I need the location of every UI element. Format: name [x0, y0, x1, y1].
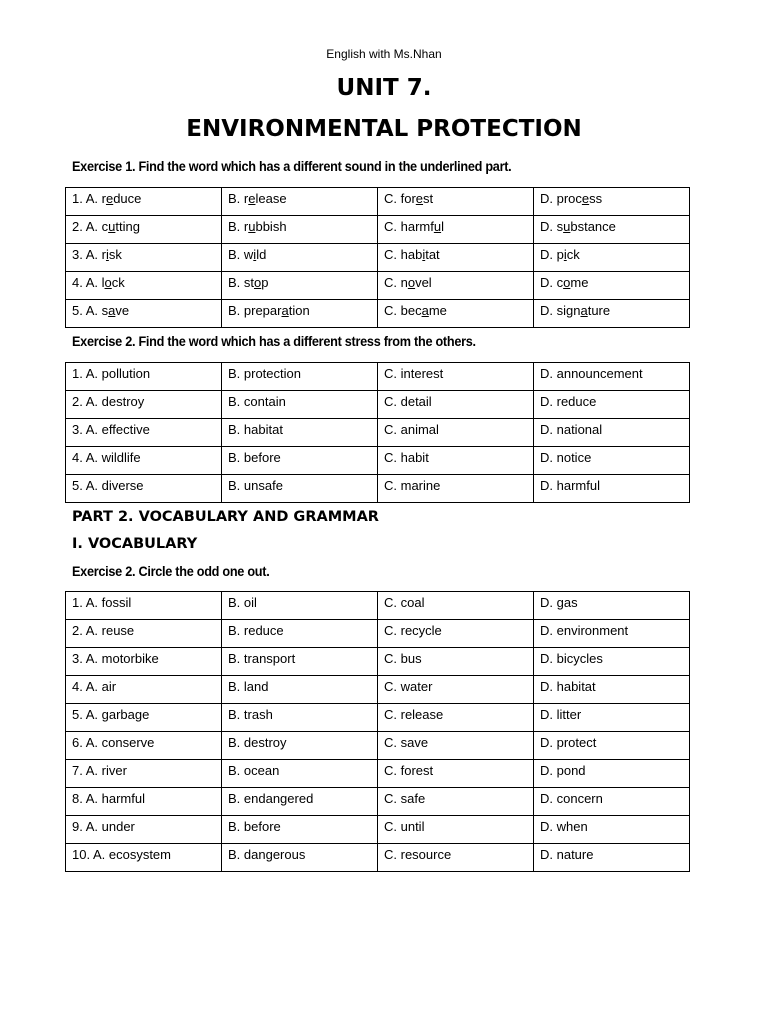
answer-option-cell: B. land	[222, 676, 378, 704]
underlined-part: o	[407, 275, 416, 290]
word-part: duce	[113, 191, 142, 206]
answer-option-cell: C. bus	[378, 648, 534, 676]
answer-option-cell	[378, 300, 534, 328]
table-row	[66, 244, 690, 272]
table-row	[66, 760, 690, 788]
answer-option-cell: D. bicycles	[534, 648, 690, 676]
answer-option-cell	[66, 244, 222, 272]
table-row	[66, 592, 690, 620]
word-part: C. n	[384, 275, 408, 290]
answer-option-cell: C. release	[378, 704, 534, 732]
table-row	[66, 272, 690, 300]
word-part: B. w	[228, 247, 254, 262]
answer-option-cell	[66, 216, 222, 244]
answer-option-cell: D. national	[534, 419, 690, 447]
answer-option-cell	[222, 188, 378, 216]
answer-option-cell: 3. A. effective	[66, 419, 222, 447]
answer-option-cell: D. concern	[534, 788, 690, 816]
table-row	[66, 732, 690, 760]
answer-option-cell	[66, 188, 222, 216]
answer-option-cell: B. reduce	[222, 620, 378, 648]
answer-option-cell: C. detail	[378, 391, 534, 419]
header-note: English with Ms.Nhan	[326, 47, 442, 61]
underlined-part: i	[253, 247, 257, 262]
word-part: ck	[566, 247, 580, 262]
answer-option-cell: B. habitat	[222, 419, 378, 447]
table-row	[66, 300, 690, 328]
answer-option-cell: 4. A. air	[66, 676, 222, 704]
word-part: bstance	[570, 219, 616, 234]
answer-option-cell	[378, 216, 534, 244]
word-part: B. r	[228, 191, 249, 206]
answer-option-cell: B. protection	[222, 363, 378, 391]
underlined-part: o	[563, 275, 571, 290]
answer-option-cell: C. water	[378, 676, 534, 704]
underlined-part: u	[248, 219, 256, 234]
answer-option-cell: D. protect	[534, 732, 690, 760]
unit-title: UNIT 7.	[336, 75, 432, 101]
word-part: ck	[111, 275, 125, 290]
answer-option-cell: D. environment	[534, 620, 690, 648]
underlined-part: u	[563, 219, 571, 234]
answer-option-cell: C. coal	[378, 592, 534, 620]
underlined-part: o	[254, 275, 262, 290]
word-part: 4. A. l	[72, 275, 105, 290]
answer-option-cell: D. pond	[534, 760, 690, 788]
underlined-part: e	[105, 191, 114, 206]
word-part: bbish	[255, 219, 287, 234]
answer-option-cell: 1. A. pollution	[66, 363, 222, 391]
word-part: me	[570, 275, 589, 290]
word-part: ve	[115, 303, 130, 318]
answer-option-cell: B. ocean	[222, 760, 378, 788]
answer-option-cell: D. litter	[534, 704, 690, 732]
table-row	[66, 447, 690, 475]
answer-option-cell: 7. A. river	[66, 760, 222, 788]
word-part: B. st	[228, 275, 255, 290]
word-part: tion	[288, 303, 310, 318]
word-part: ss	[589, 191, 603, 206]
underlined-part: i	[563, 247, 567, 262]
exercise2-heading: Exercise 2. Find the word which has a different stress from the others.	[72, 334, 476, 349]
part2-heading: PART 2. VOCABULARY AND GRAMMAR	[72, 509, 379, 525]
answer-option-cell	[534, 188, 690, 216]
word-part: C. for	[384, 191, 416, 206]
table-row	[66, 475, 690, 503]
exercise3-heading: Exercise 2. Circle the odd one out.	[72, 564, 270, 579]
answer-option-cell: D. notice	[534, 447, 690, 475]
word-part: me	[428, 303, 447, 318]
word-part: lease	[255, 191, 287, 206]
word-part: D. c	[540, 275, 564, 290]
underlined-part: a	[421, 303, 429, 318]
answer-option-cell	[66, 272, 222, 300]
word-part: ld	[256, 247, 267, 262]
answer-option-cell: 10. A. ecosystem	[66, 844, 222, 872]
answer-option-cell: B. unsafe	[222, 475, 378, 503]
word-part: C. bec	[384, 303, 422, 318]
answer-option-cell: 5. A. diverse	[66, 475, 222, 503]
underlined-part: i	[105, 247, 109, 262]
table-row	[66, 704, 690, 732]
answer-option-cell: B. before	[222, 447, 378, 475]
answer-option-cell	[222, 300, 378, 328]
word-part: l	[441, 219, 444, 234]
answer-option-cell	[378, 244, 534, 272]
exercise1-heading: Exercise 1. Find the word which has a different sound in the underlined part.	[72, 159, 512, 174]
answer-option-cell: C. recycle	[378, 620, 534, 648]
answer-option-cell	[534, 244, 690, 272]
answer-option-cell	[378, 188, 534, 216]
answer-option-cell	[222, 272, 378, 300]
underlined-part: a	[580, 303, 588, 318]
underlined-part: o	[104, 275, 112, 290]
answer-option-cell: B. before	[222, 816, 378, 844]
answer-option-cell: B. destroy	[222, 732, 378, 760]
answer-option-cell: C. forest	[378, 760, 534, 788]
answer-option-cell: C. safe	[378, 788, 534, 816]
table-row	[66, 844, 690, 872]
word-part: ture	[587, 303, 611, 318]
answer-option-cell: 3. A. motorbike	[66, 648, 222, 676]
answer-option-cell: 2. A. reuse	[66, 620, 222, 648]
answer-option-cell: D. harmful	[534, 475, 690, 503]
answer-option-cell: B. dangerous	[222, 844, 378, 872]
answer-option-cell: 1. A. fossil	[66, 592, 222, 620]
underlined-part: i	[422, 247, 426, 262]
answer-option-cell: C. save	[378, 732, 534, 760]
underlined-part: a	[108, 303, 116, 318]
answer-option-cell: C. animal	[378, 419, 534, 447]
answer-option-cell	[222, 216, 378, 244]
answer-option-cell: D. when	[534, 816, 690, 844]
word-part: D. proc	[540, 191, 582, 206]
word-part: B. prepar	[228, 303, 282, 318]
unit-subtitle: ENVIRONMENTAL PROTECTION	[186, 116, 582, 142]
answer-option-cell: D. nature	[534, 844, 690, 872]
word-part: 2. A. c	[72, 219, 109, 234]
word-part: sk	[108, 247, 122, 262]
word-part: tat	[425, 247, 440, 262]
underlined-part: e	[581, 191, 590, 206]
answer-option-cell: D. habitat	[534, 676, 690, 704]
answer-option-cell: B. transport	[222, 648, 378, 676]
answer-option-cell	[222, 244, 378, 272]
answer-option-cell: 2. A. destroy	[66, 391, 222, 419]
underlined-part: e	[415, 191, 424, 206]
word-part: D. s	[540, 219, 564, 234]
answer-option-cell: C. resource	[378, 844, 534, 872]
word-part: C. harmf	[384, 219, 434, 234]
exercise3-table	[65, 591, 690, 872]
word-part: 3. A. r	[72, 247, 106, 262]
answer-option-cell	[378, 272, 534, 300]
answer-option-cell: B. trash	[222, 704, 378, 732]
word-part: D. sign	[540, 303, 581, 318]
word-part: D. p	[540, 247, 564, 262]
answer-option-cell: D. reduce	[534, 391, 690, 419]
answer-option-cell: 4. A. wildlife	[66, 447, 222, 475]
answer-option-cell	[534, 300, 690, 328]
answer-option-cell: B. endangered	[222, 788, 378, 816]
table-row	[66, 188, 690, 216]
answer-option-cell	[534, 216, 690, 244]
answer-option-cell	[534, 272, 690, 300]
answer-option-cell: C. habit	[378, 447, 534, 475]
word-part: vel	[415, 275, 432, 290]
answer-option-cell: 6. A. conserve	[66, 732, 222, 760]
answer-option-cell: C. marine	[378, 475, 534, 503]
answer-option-cell: C. until	[378, 816, 534, 844]
word-part: p	[261, 275, 269, 290]
word-part: 5. A. s	[72, 303, 109, 318]
answer-option-cell: 8. A. harmful	[66, 788, 222, 816]
table-row	[66, 676, 690, 704]
word-part: B. r	[228, 219, 249, 234]
answer-option-cell: B. contain	[222, 391, 378, 419]
table-row	[66, 648, 690, 676]
table-row	[66, 419, 690, 447]
word-part: tting	[115, 219, 140, 234]
word-part: st	[423, 191, 434, 206]
answer-option-cell: D. announcement	[534, 363, 690, 391]
table-row	[66, 788, 690, 816]
answer-option-cell: C. interest	[378, 363, 534, 391]
exercise1-table	[65, 187, 690, 328]
table-row	[66, 620, 690, 648]
word-part: C. hab	[384, 247, 423, 262]
underlined-part: e	[248, 191, 256, 206]
answer-option-cell: B. oil	[222, 592, 378, 620]
table-row	[66, 363, 690, 391]
answer-option-cell: D. gas	[534, 592, 690, 620]
underlined-part: a	[281, 303, 289, 318]
table-row	[66, 816, 690, 844]
word-part: 1. A. r	[72, 191, 106, 206]
underlined-part: u	[108, 219, 116, 234]
answer-option-cell: 9. A. under	[66, 816, 222, 844]
table-row	[66, 216, 690, 244]
exercise2-table	[65, 362, 690, 503]
answer-option-cell	[66, 300, 222, 328]
answer-option-cell: 5. A. garbage	[66, 704, 222, 732]
table-row	[66, 391, 690, 419]
underlined-part: u	[433, 219, 442, 234]
vocabulary-heading: I. VOCABULARY	[72, 536, 198, 552]
